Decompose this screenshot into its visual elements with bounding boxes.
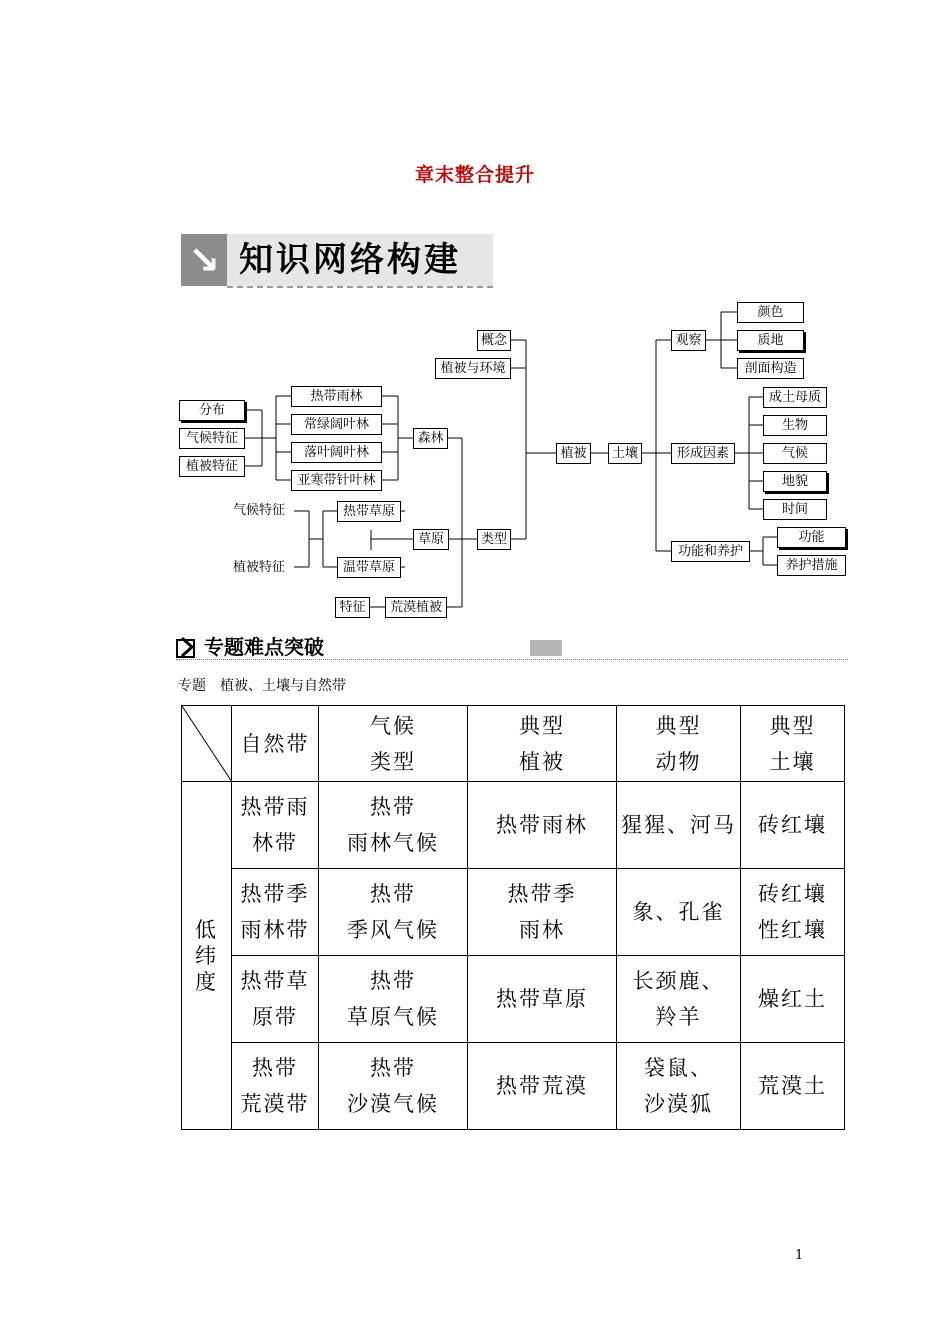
page-number: 1	[795, 1248, 804, 1263]
dotted-rule	[176, 659, 848, 660]
table-cell: 热带雨林	[468, 782, 617, 869]
table-cell: 燥红土	[741, 956, 845, 1043]
table-cell: 热带季 雨林带	[232, 869, 319, 956]
mindmap-node-deciduous-broadleaf: 落叶阔叶林	[291, 442, 382, 463]
mindmap-node-tropical-grassland: 热带草原	[337, 501, 401, 522]
mindmap-node-function: 功能	[777, 527, 846, 548]
mindmap-node-vegetation: 植被	[556, 443, 591, 464]
table-cell: 热带草原	[468, 956, 617, 1043]
table-cell: 热带 雨林气候	[319, 782, 468, 869]
mindmap-node-climate-feature: 气候特征	[179, 428, 245, 449]
table-cell: 荒漠土	[741, 1043, 845, 1130]
table-cell: 热带草 原带	[232, 956, 319, 1043]
mindmap-node-feature: 特征	[335, 597, 370, 618]
decorative-bar	[530, 640, 562, 656]
mindmap-node-types: 类型	[477, 529, 511, 550]
table-cell: 长颈鹿、 羚羊	[617, 956, 741, 1043]
table-cell: 热带 季风气候	[319, 869, 468, 956]
mindmap-node-climate: 气候	[763, 443, 827, 464]
mindmap-node-grass-veg-feature: 植被特征	[233, 560, 286, 575]
mindmap-node-grass-climate-feature: 气候特征	[233, 503, 286, 518]
table-header-row	[182, 706, 845, 782]
table-cell: 袋鼠、 沙漠狐	[617, 1043, 741, 1130]
mindmap-node-veg-feature: 植被特征	[179, 456, 245, 477]
mindmap-node-concept: 概念	[477, 330, 511, 351]
mindmap-node-color: 颜色	[737, 302, 804, 323]
table-cell: 猩猩、河马	[617, 782, 741, 869]
chevron-right-icon: ↘	[181, 234, 227, 286]
table-cell: 热带 草原气候	[319, 956, 468, 1043]
mindmap-node-organisms: 生物	[763, 415, 827, 436]
table-cell: 热带季 雨林	[468, 869, 617, 956]
table-row	[182, 782, 845, 869]
mindmap-node-protection: 养护措施	[777, 555, 846, 576]
mindmap-node-texture: 质地	[737, 330, 804, 351]
table-row	[182, 869, 845, 956]
dashed-rule	[227, 286, 493, 288]
section-banner-topic-breakthrough	[176, 634, 848, 662]
mindmap-node-parent-material: 成土母质	[763, 387, 827, 408]
mindmap-node-observe: 观察	[671, 330, 706, 351]
table-cell: 砖红壤 性红壤	[741, 869, 845, 956]
diagonal-corner-cell	[182, 706, 232, 782]
table-cell: 热带 沙漠气候	[319, 1043, 468, 1130]
header-cell: 自然带	[232, 706, 319, 782]
mindmap-node-grassland: 草原	[413, 529, 449, 550]
topic-subtitle	[178, 676, 346, 696]
mindmap-node-forest: 森林	[413, 428, 448, 449]
mindmap-node-desert-vegetation: 荒漠植被	[385, 597, 447, 618]
topic-prefix: 专题	[178, 678, 206, 694]
mindmap-node-profile: 剖面构造	[737, 358, 804, 379]
header-cell: 典型 植被	[468, 706, 617, 782]
mindmap-node-soil: 土壤	[608, 443, 642, 464]
header-cell: 典型 动物	[617, 706, 741, 782]
table-cell: 热带 荒漠带	[232, 1043, 319, 1130]
table-cell: 砖红壤	[741, 782, 845, 869]
table-row	[182, 956, 845, 1043]
mindmap-node-temperate-grassland: 温带草原	[337, 557, 401, 578]
mindmap-node-evergreen-broadleaf: 常绿阔叶林	[291, 414, 382, 435]
mindmap-node-formation-factors: 形成因素	[671, 443, 735, 464]
arrow-box-icon	[176, 636, 198, 658]
natural-zones-table	[181, 705, 845, 1130]
table-cell: 象、孔雀	[617, 869, 741, 956]
header-cell: 气候 类型	[319, 706, 468, 782]
mindmap-node-veg-env: 植被与环境	[435, 358, 511, 379]
table-row	[182, 1043, 845, 1130]
mindmap-node-tropical-rainforest: 热带雨林	[291, 386, 382, 407]
group-label-cell: 低 纬 度	[182, 782, 232, 1130]
section-heading: 专题难点突破	[204, 635, 324, 659]
table-cell: 热带雨 林带	[232, 782, 319, 869]
mindmap-node-subarctic-coniferous: 亚寒带针叶林	[291, 470, 382, 491]
topic-text: 植被、土壤与自然带	[220, 678, 346, 694]
mindmap-node-time: 时间	[763, 499, 827, 520]
mindmap-node-function-maintenance: 功能和养护	[671, 541, 750, 562]
page-title: 章末整合提升	[414, 164, 535, 186]
header-cell: 典型 土壤	[741, 706, 845, 782]
section-banner-knowledge-network	[181, 234, 493, 288]
section-heading: 知识网络构建	[227, 234, 493, 286]
mindmap-node-landform: 地貌	[763, 471, 827, 492]
table-cell: 热带荒漠	[468, 1043, 617, 1130]
mindmap-node-distribution: 分布	[179, 400, 245, 421]
